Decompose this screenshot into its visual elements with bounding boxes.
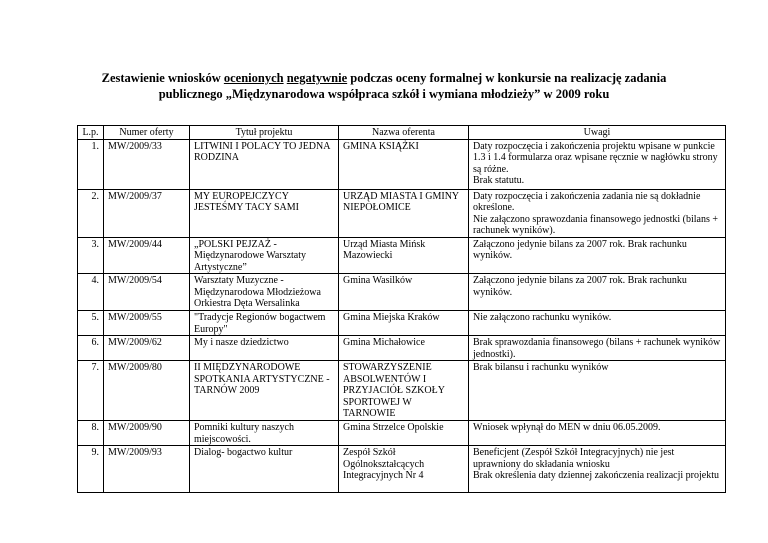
cell-lp: 8. — [78, 421, 104, 446]
cell-notes: Beneficjent (Zespół Szkół Integracyjnych) nie jest uprawniony do składania wniosku Brak określenia daty dziennej zakończenia realizacji projektu — [469, 446, 726, 493]
cell-offer-number: MW/2009/93 — [104, 446, 190, 493]
cell-notes: Daty rozpoczęcia i zakończenia zadania nie są dokładnie określone. Nie załączono sprawozdania finansowego jednostki (bilans + rachunek wyników). — [469, 189, 726, 237]
cell-notes: Wniosek wpłynął do MEN w dniu 06.05.2009. — [469, 421, 726, 446]
header-offer-number: Numer oferty — [104, 126, 190, 140]
table-row — [78, 361, 726, 421]
header-project-title: Tytuł projektu — [190, 126, 339, 140]
heading-line-1: Zestawienie wniosków ocenionych negatywnie podczas oceny formalnej w konkursie na realizację zadania — [101, 71, 667, 85]
cell-offer-number: MW/2009/54 — [104, 274, 190, 311]
cell-lp: 6. — [78, 336, 104, 361]
cell-lp: 3. — [78, 237, 104, 274]
cell-project-title: MY EUROPEJCZYCY JESTEŚMY TACY SAMI — [190, 189, 339, 237]
cell-lp: 1. — [78, 139, 104, 189]
cell-project-title: Dialog- bogactwo kultur — [190, 446, 339, 493]
header-lp: L.p. — [78, 126, 104, 140]
cell-applicant-name: Gmina Strzelce Opolskie — [339, 421, 469, 446]
cell-applicant-name: Zespół Szkół Ogólnokształcących Integracyjnych Nr 4 — [339, 446, 469, 493]
cell-project-title: II MIĘDZYNARODOWE SPOTKANIA ARTYSTYCZNE - TARNÓW 2009 — [190, 361, 339, 421]
cell-applicant-name: Gmina Miejska Kraków — [339, 311, 469, 336]
table-row — [78, 311, 726, 336]
table-row — [78, 336, 726, 361]
heading-underlined-word: negatywnie — [286, 71, 348, 85]
cell-offer-number: MW/2009/37 — [104, 189, 190, 237]
cell-project-title: My i nasze dziedzictwo — [190, 336, 339, 361]
cell-lp: 7. — [78, 361, 104, 421]
table-row — [78, 139, 726, 189]
cell-applicant-name: Urząd Miasta Mińsk Mazowiecki — [339, 237, 469, 274]
table-row — [78, 237, 726, 274]
table-row — [78, 446, 726, 493]
header-notes: Uwagi — [469, 126, 726, 140]
cell-applicant-name: GMINA KSIĄŻKI — [339, 139, 469, 189]
cell-project-title: Warsztaty Muzyczne - Międzynarodowa Młodzieżowa Orkiestra Dęta Wersalinka — [190, 274, 339, 311]
cell-offer-number: MW/2009/90 — [104, 421, 190, 446]
cell-lp: 4. — [78, 274, 104, 311]
table-row — [78, 274, 726, 311]
table-header-row — [78, 126, 726, 140]
cell-notes: Brak bilansu i rachunku wyników — [469, 361, 726, 421]
cell-offer-number: MW/2009/55 — [104, 311, 190, 336]
cell-notes: Brak sprawozdania finansowego (bilans + rachunek wyników jednostki). — [469, 336, 726, 361]
cell-project-title: „POLSKI PEJZAŻ - Międzynarodowe Warsztaty Artystyczne” — [190, 237, 339, 274]
cell-notes: Daty rozpoczęcia i zakończenia projektu wpisane w punkcie 1.3 i 1.4 formularza oraz wpisane ręcznie w nagłówku strony są różne. Brak statutu. — [469, 139, 726, 189]
cell-project-title: LITWINI I POLACY TO JEDNA RODZINA — [190, 139, 339, 189]
cell-offer-number: MW/2009/44 — [104, 237, 190, 274]
cell-project-title: "Tradycje Regionów bogactwem Europy" — [190, 311, 339, 336]
cell-notes: Nie załączono rachunku wyników. — [469, 311, 726, 336]
heading-line-2: publicznego „Międzynarodowa współpraca szkół i wymiana młodzieży” w 2009 roku — [158, 87, 610, 101]
header-applicant-name: Nazwa oferenta — [339, 126, 469, 140]
document-heading — [0, 70, 768, 102]
cell-offer-number: MW/2009/80 — [104, 361, 190, 421]
cell-applicant-name: STOWARZYSZENIE ABSOLWENTÓW I PRZYJACIÓŁ SZKOŁY SPORTOWEJ W TARNOWIE — [339, 361, 469, 421]
cell-offer-number: MW/2009/62 — [104, 336, 190, 361]
cell-notes: Załączono jedynie bilans za 2007 rok. Brak rachunku wyników. — [469, 274, 726, 311]
cell-applicant-name: URZĄD MIASTA I GMINY NIEPOŁOMICE — [339, 189, 469, 237]
cell-lp: 2. — [78, 189, 104, 237]
cell-applicant-name: Gmina Michałowice — [339, 336, 469, 361]
cell-offer-number: MW/2009/33 — [104, 139, 190, 189]
table-row — [78, 189, 726, 237]
applications-table — [77, 125, 726, 493]
cell-notes: Załączono jedynie bilans za 2007 rok. Brak rachunku wyników. — [469, 237, 726, 274]
cell-project-title: Pomniki kultury naszych miejscowości. — [190, 421, 339, 446]
cell-lp: 5. — [78, 311, 104, 336]
table-row — [78, 421, 726, 446]
heading-underlined-word: ocenionych — [223, 71, 284, 85]
cell-lp: 9. — [78, 446, 104, 493]
cell-applicant-name: Gmina Wasilków — [339, 274, 469, 311]
